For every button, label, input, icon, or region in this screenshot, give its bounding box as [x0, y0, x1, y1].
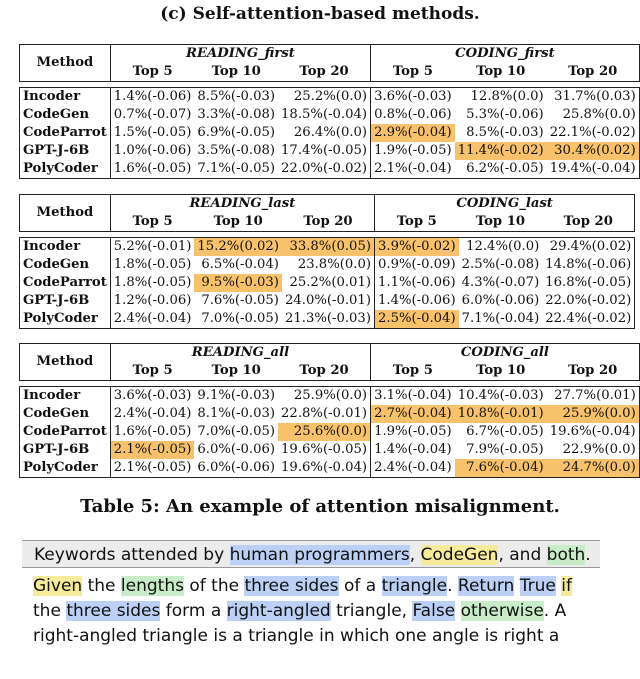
keyword-human: three sides — [244, 576, 339, 596]
value-cell: 31.7%(0.03) — [547, 88, 640, 107]
method-name: CodeParrot — [20, 274, 111, 292]
method-name: CodeParrot — [20, 423, 111, 441]
value-cell: 7.6%(-0.05) — [201, 293, 279, 308]
table-row — [20, 274, 635, 292]
plain-text: the — [82, 576, 121, 596]
value-cell: 6.0%(-0.06) — [461, 293, 540, 308]
value-cell: 8.5%(-0.03) — [194, 88, 278, 107]
top-k-header: Top 5 — [374, 213, 458, 232]
value-cell: 29.4%(0.02) — [542, 238, 635, 257]
top-k-header: Top 20 — [278, 362, 371, 381]
plain-text: of the — [183, 576, 245, 596]
value-cell: 7.0%(-0.05) — [197, 424, 276, 439]
value-cell: 19.6%(-0.05) — [278, 441, 371, 459]
table-row — [20, 405, 640, 423]
table-row — [20, 256, 635, 274]
method-name: GPT-J-6B — [20, 292, 111, 310]
value-cell: 5.3%(-0.06) — [466, 107, 544, 122]
top-k-header: Top 5 — [110, 213, 194, 232]
group-header: CODING_first — [371, 45, 640, 64]
value-cell: 12.8%(0.0) — [455, 88, 547, 107]
value-cell: 2.7%(-0.04) — [371, 405, 455, 423]
value-cell: 9.1%(-0.03) — [194, 387, 278, 406]
value-cell: 9.5%(-0.03) — [194, 274, 282, 292]
table-row — [20, 124, 640, 142]
value-cell: 2.9%(-0.04) — [371, 124, 455, 142]
top-k-header: Top 5 — [110, 362, 194, 381]
value-cell: 6.2%(-0.05) — [455, 160, 547, 179]
table-row — [20, 459, 640, 478]
legend-sep2: , and — [498, 545, 547, 565]
value-cell: 8.1%(-0.03) — [197, 406, 276, 421]
top-k-header: Top 10 — [194, 362, 278, 381]
value-cell: 1.5%(-0.05) — [113, 125, 192, 140]
group-header: READING_all — [110, 344, 370, 363]
value-cell: 0.7%(-0.07) — [113, 107, 192, 122]
example-text — [33, 574, 603, 649]
top-k-header: Top 20 — [278, 63, 371, 82]
method-header: Method — [20, 344, 111, 381]
value-cell: 10.4%(-0.03) — [455, 387, 547, 406]
legend-codegen: CodeGen — [420, 545, 499, 565]
legend-prefix: Keywords attended by — [34, 545, 230, 565]
value-cell: 7.1%(-0.05) — [194, 160, 278, 179]
value-cell: 15.2%(0.02) — [194, 238, 282, 257]
method-name: PolyCoder — [20, 310, 111, 329]
keyword-human: triangle — [381, 576, 448, 596]
value-cell: 3.5%(-0.08) — [197, 143, 276, 158]
keyword-both: lengths — [120, 576, 184, 596]
plain-text: . A right-angled triangle is a triangle in which one angle is right a — [33, 601, 567, 646]
value-cell: 2.4%(-0.04) — [113, 406, 192, 421]
top-k-header: Top 5 — [371, 362, 455, 381]
top-k-header: Top 10 — [455, 63, 547, 82]
keyword-human: Return — [457, 576, 515, 596]
value-cell: 33.8%(0.05) — [282, 238, 375, 257]
value-cell: 25.6%(0.0) — [278, 423, 371, 441]
value-cell: 27.7%(0.01) — [547, 387, 640, 406]
value-cell: 1.9%(-0.05) — [374, 143, 452, 158]
top-k-header: Top 10 — [194, 213, 282, 232]
value-cell: 19.4%(-0.04) — [547, 160, 640, 179]
method-name: PolyCoder — [20, 459, 111, 478]
keyword-human: right-angled — [226, 601, 331, 621]
value-cell: 19.6%(-0.04) — [547, 423, 640, 441]
value-cell: 22.1%(-0.02) — [547, 124, 640, 142]
top-k-header: Top 20 — [547, 362, 640, 381]
value-cell: 6.0%(-0.06) — [197, 442, 276, 457]
value-cell: 11.4%(-0.02) — [455, 142, 547, 160]
value-cell: 22.0%(-0.02) — [278, 160, 371, 179]
method-name: PolyCoder — [20, 160, 111, 179]
value-cell: 1.4%(-0.06) — [110, 88, 194, 107]
top-k-header: Top 20 — [542, 213, 635, 232]
value-cell: 1.6%(-0.05) — [113, 424, 192, 439]
method-name: Incoder — [20, 88, 111, 107]
keyword-both: otherwise — [460, 601, 544, 621]
plain-text: the — [33, 601, 67, 621]
top-k-header: Top 10 — [459, 213, 543, 232]
value-cell: 7.1%(-0.04) — [459, 310, 543, 329]
table-caption: Table 5: An example of attention misalignment. — [80, 496, 560, 517]
value-cell: 25.9%(0.0) — [278, 387, 371, 406]
method-header: Method — [20, 195, 111, 232]
value-cell: 1.9%(-0.05) — [374, 424, 452, 439]
keyword-human: three sides — [66, 601, 161, 621]
top-k-header: Top 20 — [547, 63, 640, 82]
plain-text: form a — [160, 601, 227, 621]
figure-subtitle: (c) Self-attention-based methods. — [160, 4, 480, 24]
value-cell: 3.1%(-0.04) — [371, 387, 455, 406]
value-cell: 22.8%(-0.01) — [278, 405, 371, 423]
value-cell: 3.3%(-0.08) — [197, 107, 276, 122]
method-name: Incoder — [20, 238, 111, 257]
value-cell: 18.5%(-0.04) — [278, 106, 371, 124]
method-name: GPT-J-6B — [20, 441, 111, 459]
value-cell: 5.2%(-0.01) — [110, 238, 194, 257]
keyword-human: True — [519, 576, 556, 596]
value-cell: 1.2%(-0.06) — [113, 293, 192, 308]
table-row — [20, 423, 640, 441]
table-row — [20, 441, 640, 459]
method-name: CodeGen — [20, 256, 111, 274]
value-cell: 2.5%(-0.08) — [461, 257, 540, 272]
value-cell: 25.9%(0.0) — [547, 405, 640, 423]
value-cell: 24.7%(0.0) — [547, 459, 640, 478]
value-cell: 7.9%(-0.05) — [466, 442, 544, 457]
value-cell: 24.0%(-0.01) — [282, 292, 375, 310]
value-cell: 2.4%(-0.04) — [110, 310, 194, 329]
keyword-codegen: if — [561, 576, 572, 596]
value-cell: 22.4%(-0.02) — [542, 310, 635, 329]
table-row — [20, 142, 640, 160]
value-cell: 25.8%(0.0) — [547, 106, 640, 124]
value-cell: 6.0%(-0.06) — [194, 459, 278, 478]
value-cell: 6.5%(-0.04) — [201, 257, 279, 272]
value-cell: 7.0%(-0.05) — [194, 310, 282, 329]
keyword-human: False — [412, 601, 456, 621]
plain-text: of a — [338, 576, 382, 596]
value-cell: 22.9%(0.0) — [547, 441, 640, 459]
value-cell: 0.8%(-0.06) — [374, 107, 452, 122]
table-row — [20, 238, 635, 257]
value-cell: 0.9%(-0.09) — [377, 257, 456, 272]
value-cell: 1.8%(-0.05) — [113, 275, 192, 290]
table-row — [20, 160, 640, 179]
method-name: GPT-J-6B — [20, 142, 111, 160]
value-cell: 8.5%(-0.03) — [466, 125, 544, 140]
value-cell: 16.8%(-0.05) — [542, 274, 635, 292]
value-cell: 1.1%(-0.06) — [377, 275, 456, 290]
legend-both: both — [546, 545, 586, 565]
results-table-3 — [19, 343, 640, 478]
value-cell: 3.9%(-0.02) — [374, 238, 458, 257]
method-name: CodeParrot — [20, 124, 111, 142]
plain-text — [455, 601, 460, 621]
value-cell: 2.4%(-0.04) — [371, 459, 455, 478]
value-cell: 25.2%(0.0) — [278, 88, 371, 107]
value-cell: 1.4%(-0.06) — [377, 293, 456, 308]
table-row — [20, 310, 635, 329]
legend-suffix: . — [585, 545, 591, 565]
table-row — [20, 292, 635, 310]
results-table-1 — [19, 44, 640, 179]
value-cell: 10.8%(-0.01) — [455, 405, 547, 423]
value-cell: 4.3%(-0.07) — [461, 275, 540, 290]
value-cell: 3.6%(-0.03) — [371, 88, 455, 107]
value-cell: 12.4%(0.0) — [459, 238, 543, 257]
value-cell: 2.1%(-0.04) — [371, 160, 455, 179]
top-k-header: Top 5 — [110, 63, 194, 82]
group-header: READING_last — [110, 195, 374, 214]
value-cell: 2.1%(-0.05) — [110, 459, 194, 478]
method-name: CodeGen — [20, 405, 111, 423]
value-cell: 3.6%(-0.03) — [110, 387, 194, 406]
value-cell: 6.9%(-0.05) — [197, 125, 276, 140]
value-cell: 1.8%(-0.05) — [113, 257, 192, 272]
value-cell: 2.5%(-0.04) — [374, 310, 458, 329]
keyword-legend — [22, 540, 600, 568]
group-header: CODING_last — [374, 195, 634, 214]
plain-text: triangle, — [330, 601, 413, 621]
plain-text: . — [447, 576, 458, 596]
method-header: Method — [20, 45, 111, 82]
table-row — [20, 387, 640, 406]
value-cell: 1.6%(-0.05) — [110, 160, 194, 179]
legend-human: human programmers — [229, 545, 410, 565]
legend-sep1: , — [409, 545, 421, 565]
value-cell: 25.2%(0.01) — [282, 274, 375, 292]
keyword-codegen: Given — [33, 576, 83, 596]
value-cell: 26.4%(0.0) — [278, 124, 371, 142]
group-header: READING_first — [110, 45, 370, 64]
method-name: CodeGen — [20, 106, 111, 124]
value-cell: 23.8%(0.0) — [282, 256, 375, 274]
top-k-header: Top 20 — [282, 213, 375, 232]
value-cell: 22.0%(-0.02) — [542, 292, 635, 310]
top-k-header: Top 10 — [455, 362, 547, 381]
value-cell: 1.4%(-0.04) — [374, 442, 452, 457]
table-row — [20, 106, 640, 124]
value-cell: 7.6%(-0.04) — [455, 459, 547, 478]
value-cell: 1.0%(-0.06) — [113, 143, 192, 158]
value-cell: 19.6%(-0.04) — [278, 459, 371, 478]
value-cell: 2.1%(-0.05) — [110, 441, 194, 459]
value-cell: 21.3%(-0.03) — [282, 310, 375, 329]
method-name: Incoder — [20, 387, 111, 406]
plain-text — [514, 576, 519, 596]
value-cell: 6.7%(-0.05) — [466, 424, 544, 439]
value-cell: 17.4%(-0.05) — [278, 142, 371, 160]
value-cell: 14.8%(-0.06) — [542, 256, 635, 274]
value-cell: 30.4%(0.02) — [547, 142, 640, 160]
group-header: CODING_all — [371, 344, 640, 363]
top-k-header: Top 10 — [194, 63, 278, 82]
top-k-header: Top 5 — [371, 63, 455, 82]
results-table-2 — [19, 194, 635, 329]
table-row — [20, 88, 640, 107]
